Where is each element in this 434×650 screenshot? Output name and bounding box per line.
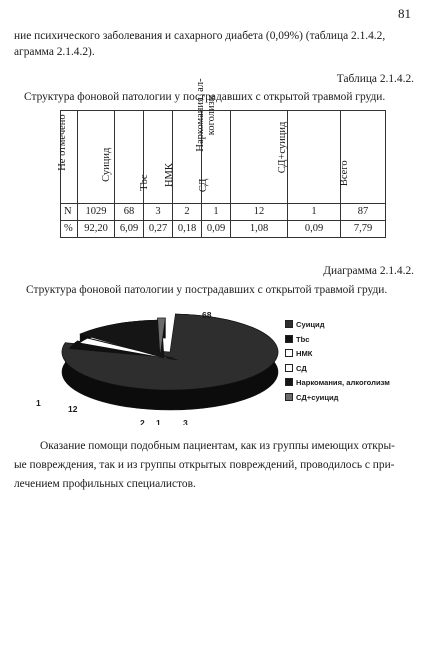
table-header-cell xyxy=(277,111,341,204)
column-header: СД+суицид xyxy=(277,121,289,174)
paragraph-line: Оказание помощи подобным пациентам, как из группы имеющих откры- xyxy=(40,440,395,452)
table-cell: 1029 xyxy=(78,204,115,221)
legend-label: Наркомания, алкоголизм xyxy=(296,378,390,387)
chart-title: Структура фоновой патологии у пострадавших с открытой травмой груди. xyxy=(26,284,388,296)
table-header-row xyxy=(61,111,386,204)
legend-label: Tbc xyxy=(296,334,310,344)
paragraph-line: ые повреждения, так и из группы открытых повреждений, проводилось с при- xyxy=(14,459,395,471)
table-caption: Таблица 2.1.4.2. xyxy=(336,73,414,85)
column-header: Всего xyxy=(339,160,351,187)
table-cell: 1,08 xyxy=(231,221,288,238)
data-label: 1 xyxy=(36,398,41,408)
data-label: 3 xyxy=(183,418,188,425)
column-header: СД xyxy=(198,178,210,193)
table-header-cell xyxy=(138,111,176,204)
table-cell: 68 xyxy=(115,204,144,221)
data-label: 68 xyxy=(202,310,212,320)
table-cell: 2 xyxy=(173,204,202,221)
legend-swatch xyxy=(285,378,293,386)
pie-slice xyxy=(62,314,278,390)
legend-item xyxy=(285,320,325,330)
legend-label: СД+суицид xyxy=(296,392,339,402)
table-cell: 3 xyxy=(144,204,173,221)
table-cell: 0,27 xyxy=(144,221,173,238)
column-header: НМК xyxy=(164,163,176,188)
table-cell: 12 xyxy=(231,204,288,221)
legend-swatch xyxy=(285,349,293,357)
legend-label: СД xyxy=(296,363,307,373)
legend-label: Суицид xyxy=(296,320,325,329)
legend-swatch xyxy=(285,320,293,328)
legend-item xyxy=(285,378,390,388)
data-label: 1 xyxy=(156,418,161,425)
data-label: 12 xyxy=(68,404,78,414)
legend-label: НМК xyxy=(296,349,313,358)
page-number: 81 xyxy=(398,6,411,21)
table-cell: 0,09 xyxy=(202,221,231,238)
legend-swatch xyxy=(285,393,293,401)
column-header: Не отмечено xyxy=(56,114,68,171)
table-cell: 92,20 xyxy=(78,221,115,238)
table-cell: 0,09 xyxy=(288,221,341,238)
pie-chart xyxy=(0,300,434,425)
table-cell: 1 xyxy=(202,204,231,221)
table-cell: 6,09 xyxy=(115,221,144,238)
legend-item xyxy=(285,393,339,403)
paragraph-line: аграмма 2.1.4.2). xyxy=(14,46,95,58)
legend-item xyxy=(285,349,312,359)
row-label: % xyxy=(61,221,78,238)
table-cell: 1 xyxy=(288,204,341,221)
column-header: Наркомания, ал-коголизм xyxy=(195,78,217,152)
paragraph-line: лечением профильных специалистов. xyxy=(14,478,196,490)
table-row xyxy=(61,221,386,238)
legend-item xyxy=(285,364,307,374)
table-cell: 87 xyxy=(341,204,386,221)
paragraph-line: ние психического заболевания и сахарного диабета (0,09%) (таблица 2.1.4.2, xyxy=(14,30,386,42)
row-label: N xyxy=(61,204,78,221)
legend-swatch xyxy=(285,364,293,372)
legend-item xyxy=(285,335,310,345)
data-label: 2 xyxy=(140,418,145,425)
table-row xyxy=(61,204,386,221)
chart-caption: Диаграмма 2.1.4.2. xyxy=(323,265,414,277)
table-title: Структура фоновой патологии у пострадавших с открытой травмой груди. xyxy=(24,91,386,103)
column-header: Суицид xyxy=(100,147,112,182)
table-cell: 7,79 xyxy=(341,221,386,238)
legend-swatch xyxy=(285,335,293,343)
column-header: Tbc xyxy=(138,174,150,191)
table-cell: 0,18 xyxy=(173,221,202,238)
table-header-cell xyxy=(341,111,386,204)
